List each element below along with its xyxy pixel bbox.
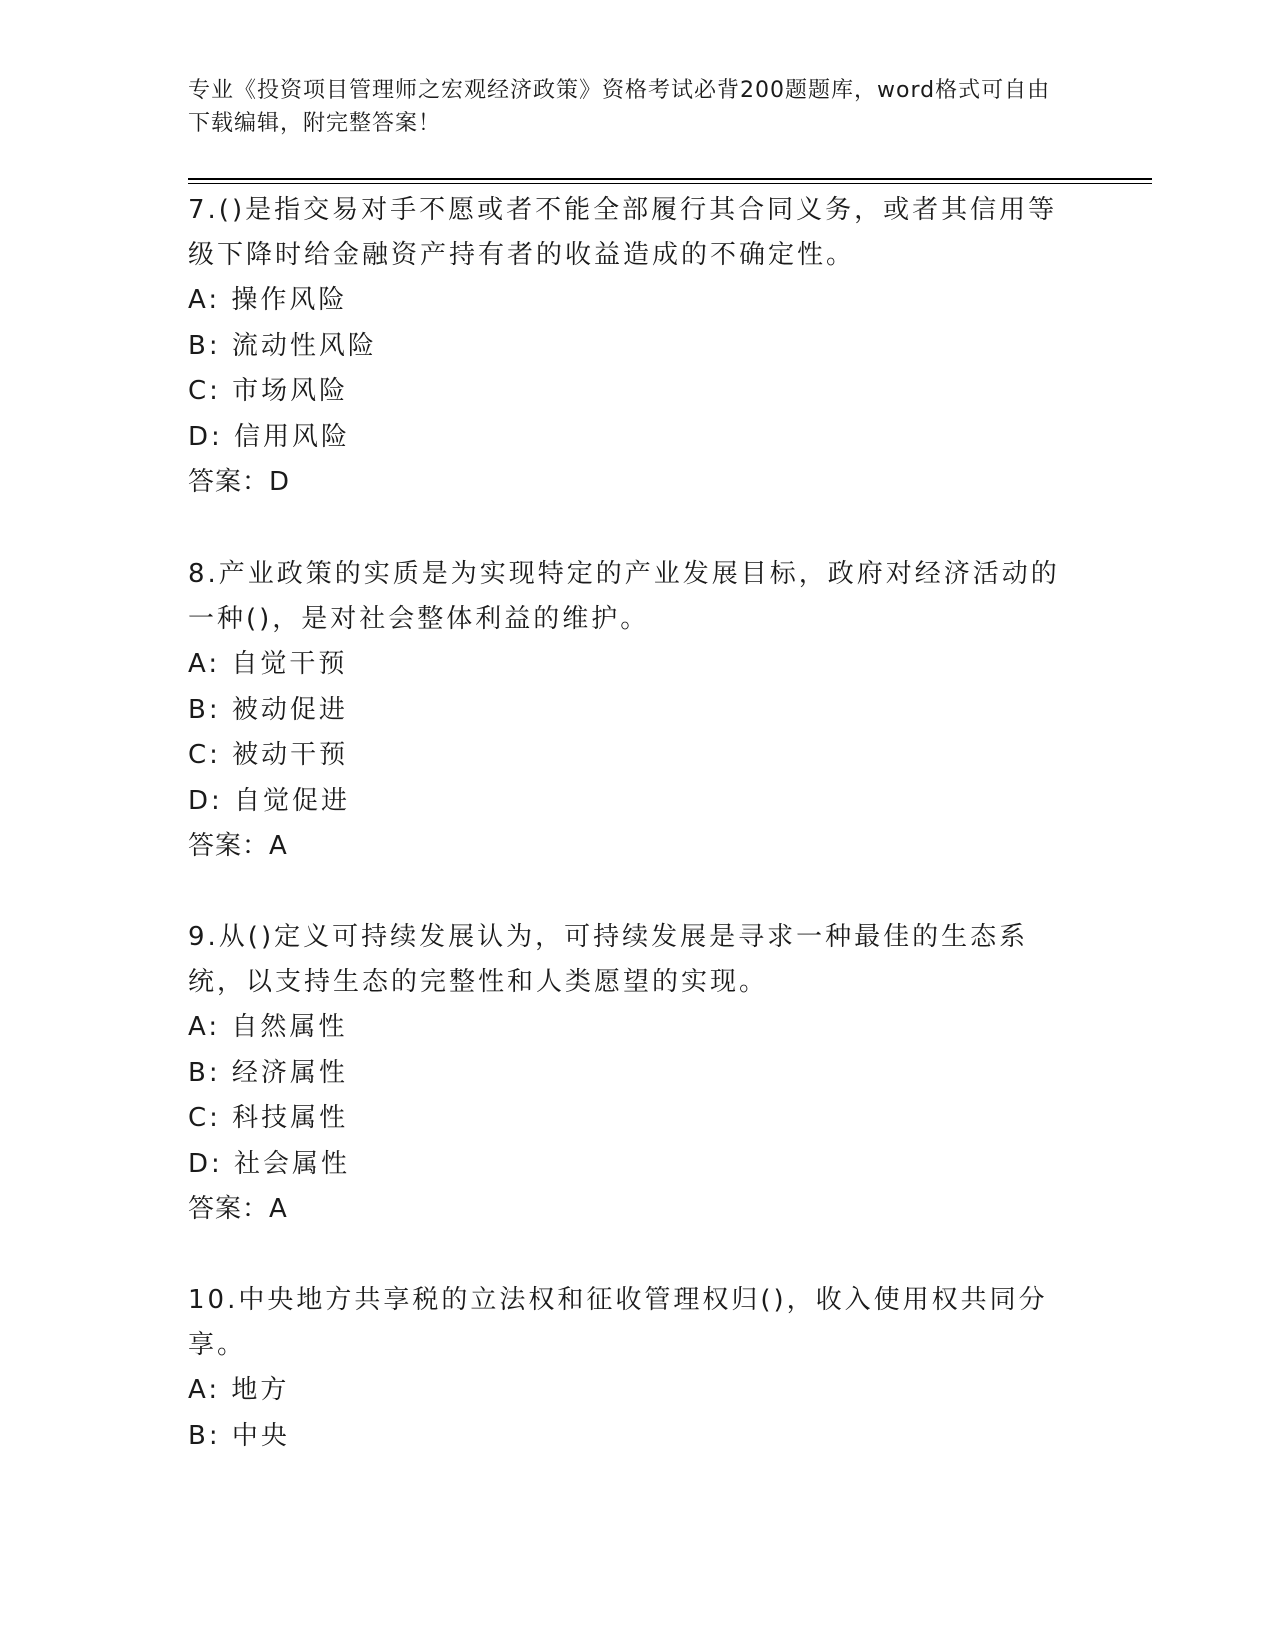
option-a: A: 自觉干预 <box>188 649 348 679</box>
option-c: C: 科技属性 <box>188 1103 349 1133</box>
option-c: C: 市场风险 <box>188 376 349 406</box>
option-b: B: 经济属性 <box>188 1057 348 1088</box>
answer-line: 答案：D <box>188 467 291 497</box>
header-divider-thin <box>188 183 1152 184</box>
question-block <box>188 552 1078 869</box>
document-header: 专业《投资项目管理师之宏观经济政策》资格考试必背200题题库，word格式可自由下载编辑，附完整答案！ <box>188 78 1051 136</box>
question-block <box>188 1278 1078 1459</box>
header-divider-thick <box>188 178 1152 180</box>
option-b: B: 中央 <box>188 1420 290 1451</box>
answer-line: 答案：A <box>188 831 288 861</box>
option-a: A: 自然属性 <box>188 1012 348 1042</box>
option-d: D: 信用风险 <box>188 421 351 452</box>
question-stem: 8.产业政策的实质是为实现特定的产业发展目标，政府对经济活动的一种()，是对社会整体利益的维护。 <box>188 559 1060 634</box>
option-a: A: 操作风险 <box>188 285 348 315</box>
option-a: A: 地方 <box>188 1375 290 1405</box>
question-stem: 10.中央地方共享税的立法权和征收管理权归()，收入使用权共同分享。 <box>188 1285 1048 1360</box>
question-stem: 9.从()定义可持续发展认为，可持续发展是寻求一种最佳的生态系统，以支持生态的完整性和人类愿望的实现。 <box>188 922 1029 997</box>
question-block <box>188 188 1078 505</box>
option-d: D: 自觉促进 <box>188 785 351 816</box>
option-b: B: 被动促进 <box>188 694 348 725</box>
question-stem: 7.()是指交易对手不愿或者不能全部履行其合同义务，或者其信用等级下降时给金融资产持有者的收益造成的不确定性。 <box>188 195 1058 270</box>
option-c: C: 被动干预 <box>188 740 349 770</box>
question-block <box>188 915 1078 1232</box>
option-d: D: 社会属性 <box>188 1148 351 1179</box>
option-b: B: 流动性风险 <box>188 330 377 361</box>
answer-line: 答案：A <box>188 1194 288 1224</box>
